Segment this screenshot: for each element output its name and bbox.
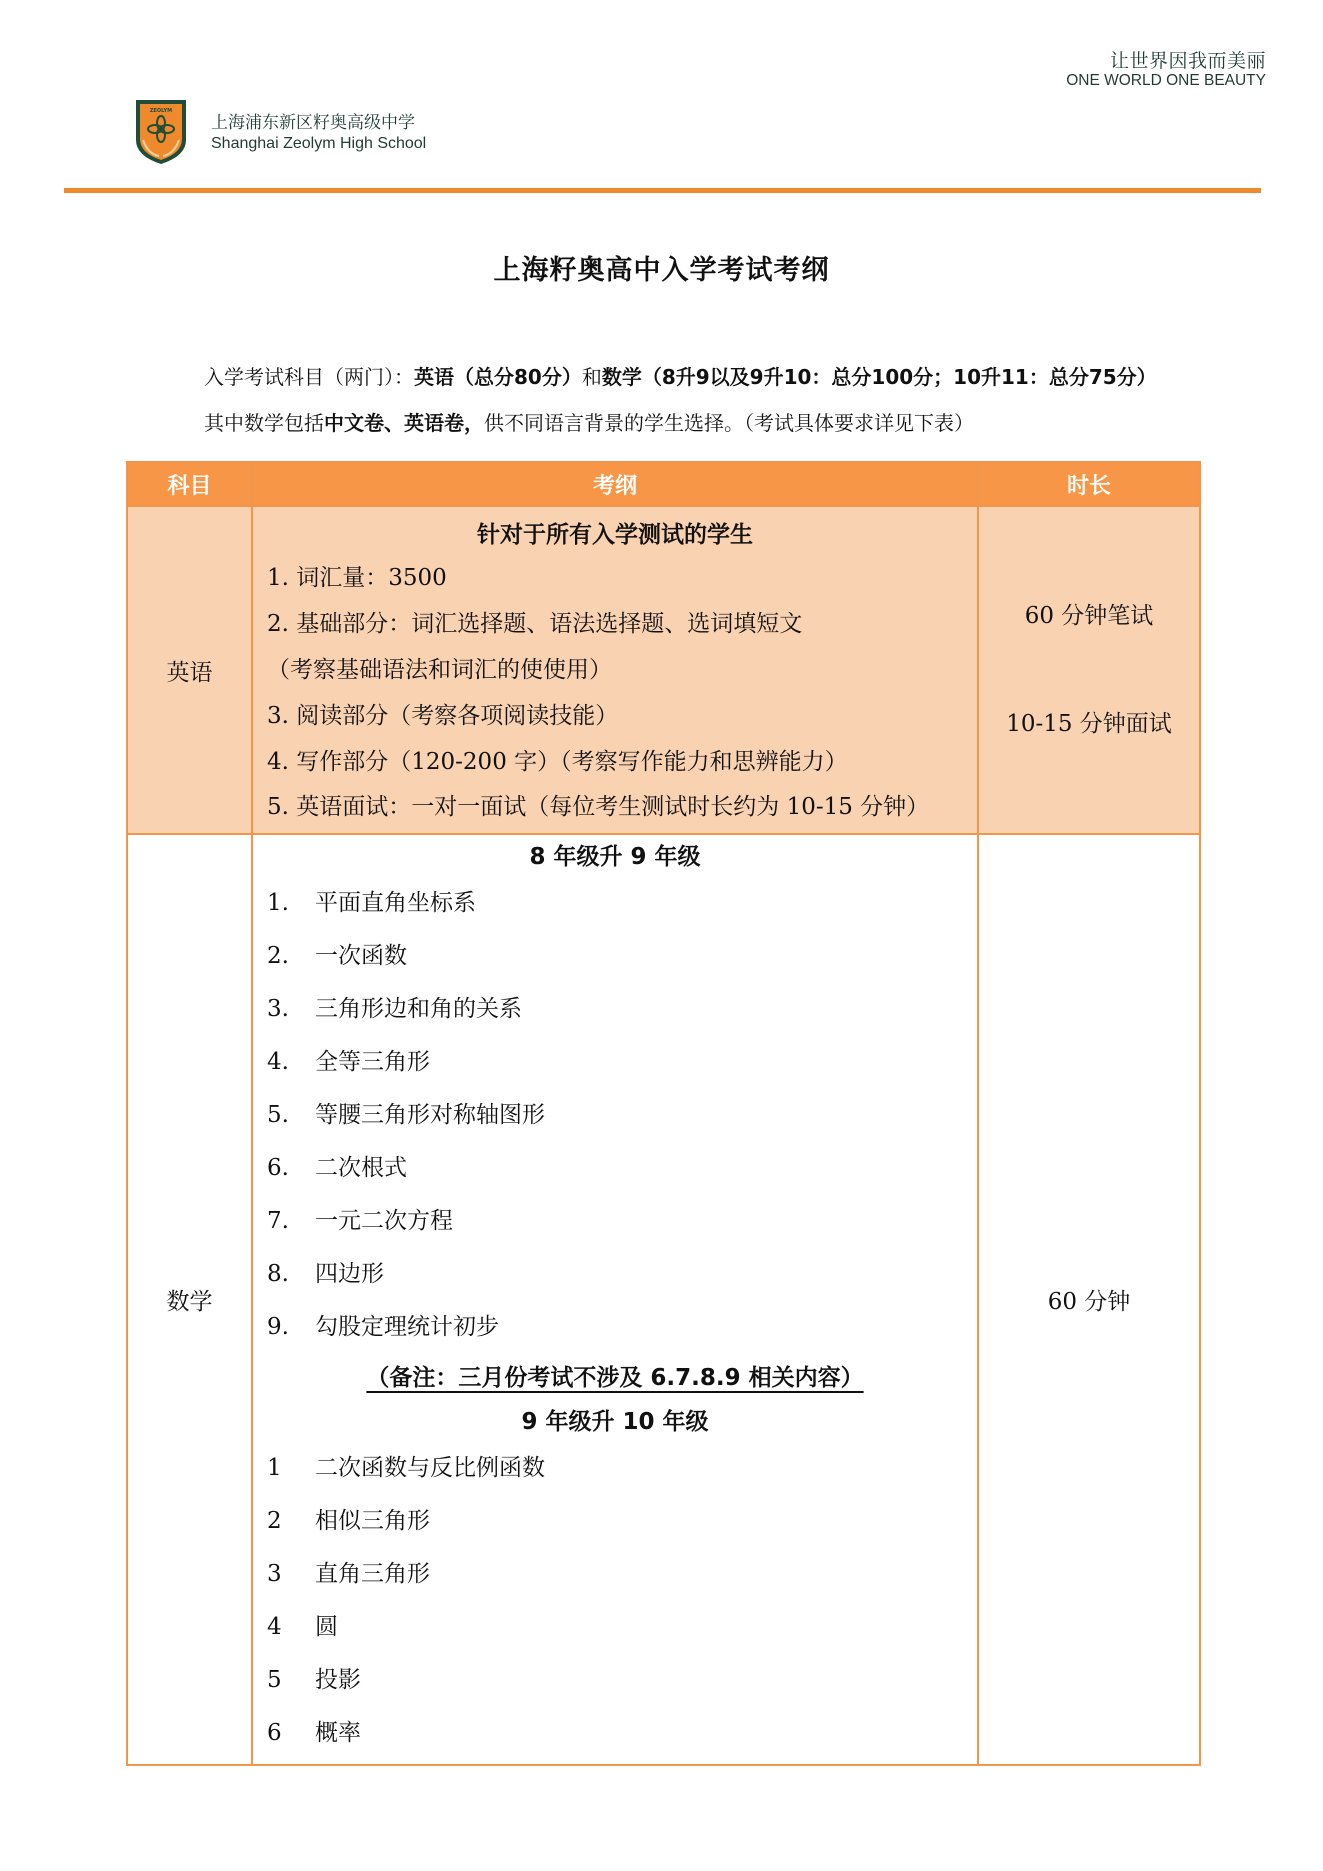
table-header-row — [127, 462, 1200, 506]
math-item: 5. 等腰三角形对称轴图形 — [267, 1102, 545, 1128]
english-section-title: 针对于所有入学测试的学生 — [477, 522, 753, 548]
intro-and: 和 — [581, 365, 602, 389]
intro-line-2 — [204, 400, 1157, 446]
table-row-english — [127, 506, 1200, 834]
math-item: 6. 二次根式 — [267, 1155, 407, 1181]
header-divider — [64, 188, 1261, 193]
intro-subjects-label: 入学考试科目（两门）： — [204, 365, 414, 389]
header-duration: 时长 — [978, 462, 1200, 506]
math-note: （备注：三月份考试不涉及 6.7.8.9 相关内容） — [366, 1365, 864, 1391]
school-logo-icon — [134, 96, 188, 166]
math-item: 7. 一元二次方程 — [267, 1208, 453, 1234]
english-item: 1. 词汇量：3500 — [267, 565, 447, 591]
subject-math: 数学 — [127, 834, 252, 1765]
math-item: 9. 勾股定理统计初步 — [267, 1314, 499, 1340]
school-name-en: Shanghai Zeolym High School — [211, 135, 427, 152]
page-title: 上海籽奥高中入学考试考纲 — [493, 255, 830, 286]
math-item: 8. 四边形 — [267, 1261, 384, 1287]
math-item: 2 相似三角形 — [267, 1508, 430, 1534]
english-item: 2. 基础部分：词汇选择题、语法选择题、选词填短文 — [267, 611, 803, 637]
english-item: （考察基础语法和词汇的使使用） — [267, 657, 612, 683]
intro-math-prefix: 其中数学包括 — [204, 411, 324, 435]
intro-line-1 — [204, 354, 1157, 400]
english-item: 3. 阅读部分（考察各项阅读技能） — [267, 703, 619, 729]
math-section-title-9-10: 9 年级升 10 年级 — [521, 1409, 709, 1435]
intro-paper-types: 中文卷、英语卷， — [324, 411, 484, 435]
math-section-title-8-9: 8 年级升 9 年级 — [529, 844, 701, 870]
english-item: 4. 写作部分（120-200 字）（考察写作能力和思辨能力） — [267, 749, 848, 775]
math-item: 4 圆 — [267, 1614, 338, 1640]
school-name — [211, 112, 426, 154]
written-duration: 60 分钟笔试 — [1024, 603, 1154, 629]
table-row-math — [127, 834, 1200, 1765]
intro-english-score: 英语（总分80分） — [414, 365, 582, 389]
intro-paragraph — [204, 354, 1157, 446]
school-slogan — [1066, 50, 1266, 90]
math-item: 4. 全等三角形 — [267, 1049, 430, 1075]
math-item: 3 直角三角形 — [267, 1561, 430, 1587]
math-duration: 60 分钟 — [978, 834, 1200, 1765]
english-syllabus — [252, 506, 978, 834]
math-item: 6 概率 — [267, 1720, 361, 1746]
school-name-cn: 上海浦东新区籽奥高级中学 — [211, 113, 415, 133]
math-item: 1. 平面直角坐标系 — [267, 890, 476, 916]
math-item: 5 投影 — [267, 1667, 361, 1693]
math-syllabus — [252, 834, 978, 1765]
math-item: 3. 三角形边和角的关系 — [267, 996, 522, 1022]
svg-text:ZEOLYM: ZEOLYM — [149, 108, 173, 114]
header-syllabus: 考纲 — [252, 462, 978, 506]
math-item: 2. 一次函数 — [267, 943, 407, 969]
slogan-cn: 让世界因我而美丽 — [1109, 50, 1266, 72]
math-item: 1 二次函数与反比例函数 — [267, 1455, 545, 1481]
english-duration — [978, 506, 1200, 834]
header-subject: 科目 — [127, 462, 252, 506]
interview-duration: 10-15 分钟面试 — [1006, 711, 1172, 737]
english-item: 5. 英语面试：一对一面试（每位考生测试时长约为 10-15 分钟） — [267, 794, 930, 820]
syllabus-table — [126, 461, 1201, 1766]
subject-english: 英语 — [127, 506, 252, 834]
intro-math-score: 数学（8升9以及9升10：总分100分；10升11：总分75分） — [601, 365, 1157, 389]
intro-suffix: 供不同语言背景的学生选择。（考试具体要求详见下表） — [484, 411, 974, 435]
slogan-en: ONE WORLD ONE BEAUTY — [1066, 72, 1266, 89]
